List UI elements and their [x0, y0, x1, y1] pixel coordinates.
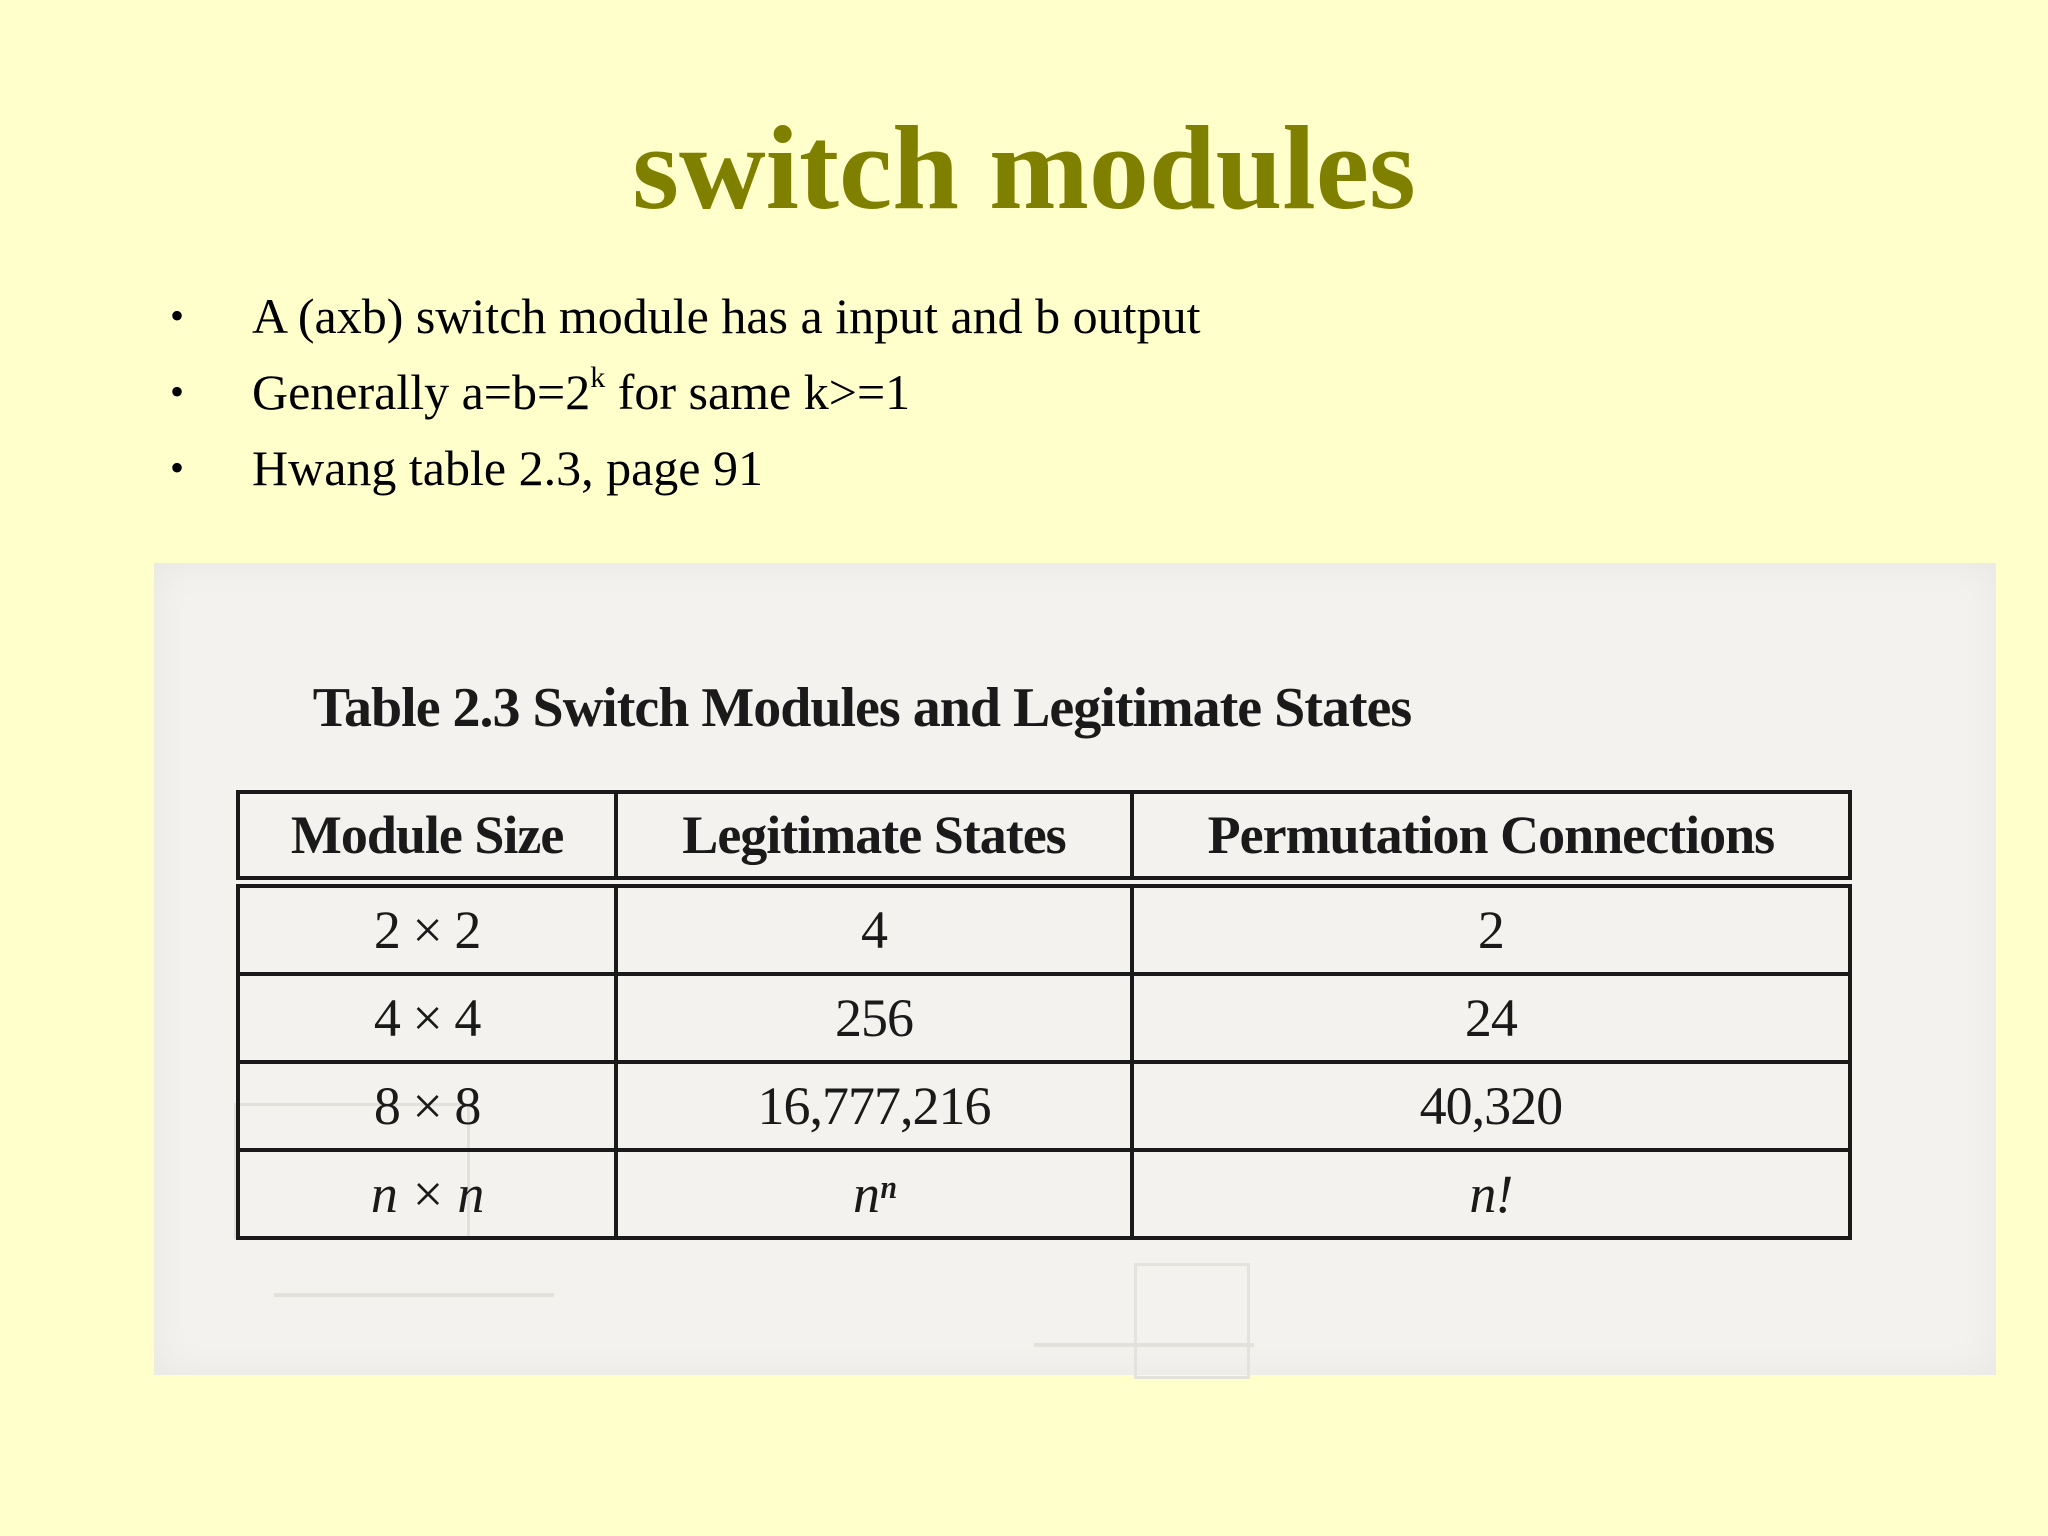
table-cell: 256: [616, 974, 1132, 1062]
bullet-text: Hwang table 2.3, page 91: [252, 440, 763, 496]
table-cell: n!: [1132, 1150, 1850, 1238]
table-cell: 24: [1132, 974, 1850, 1062]
bullet-marker: •: [170, 369, 185, 414]
bullet-text-before: Generally a=b=2: [252, 364, 591, 420]
scan-bleed-mark: [1034, 1343, 1254, 1347]
header-legitimate-states: Legitimate States: [616, 792, 1132, 878]
table-rule-cell: [238, 878, 1850, 886]
table-caption: Table 2.3 Switch Modules and Legitimate States: [312, 677, 1412, 739]
scan-bleed-mark: [274, 1293, 554, 1297]
table-cell: 8 × 8: [238, 1062, 616, 1150]
table-double-rule: [238, 878, 1850, 886]
bullet-text: A (axb) switch module has a input and b output: [252, 288, 1201, 344]
bullet-text-after: for same k>=1: [605, 364, 911, 420]
bullet-text: [252, 354, 910, 430]
table-header-row: [238, 792, 1850, 878]
table-cell: 4: [616, 886, 1132, 974]
table-row: [238, 1150, 1850, 1238]
bullet-marker: •: [170, 445, 185, 490]
table-row: [238, 886, 1850, 974]
table-cell: n × n: [238, 1150, 616, 1238]
slide-title: switch modules: [632, 101, 1416, 234]
table-row: [238, 974, 1850, 1062]
header-permutation-connections: Permutation Connections: [1132, 792, 1850, 878]
table-cell: 4 × 4: [238, 974, 616, 1062]
header-module-size: Module Size: [238, 792, 616, 878]
table-cell: 40,320: [1132, 1062, 1850, 1150]
table-row: [238, 1062, 1850, 1150]
bullet-marker: •: [170, 293, 185, 338]
table-cell: 2 × 2: [238, 886, 616, 974]
switch-modules-table: [236, 790, 1852, 1240]
scanned-table-image: [154, 563, 1996, 1375]
bullet-superscript: k: [590, 361, 606, 394]
scan-bleed-mark: [1134, 1263, 1250, 1379]
table-cell: 16,777,216: [616, 1062, 1132, 1150]
table-cell: nⁿ: [616, 1150, 1132, 1238]
table-cell: 2: [1132, 886, 1850, 974]
